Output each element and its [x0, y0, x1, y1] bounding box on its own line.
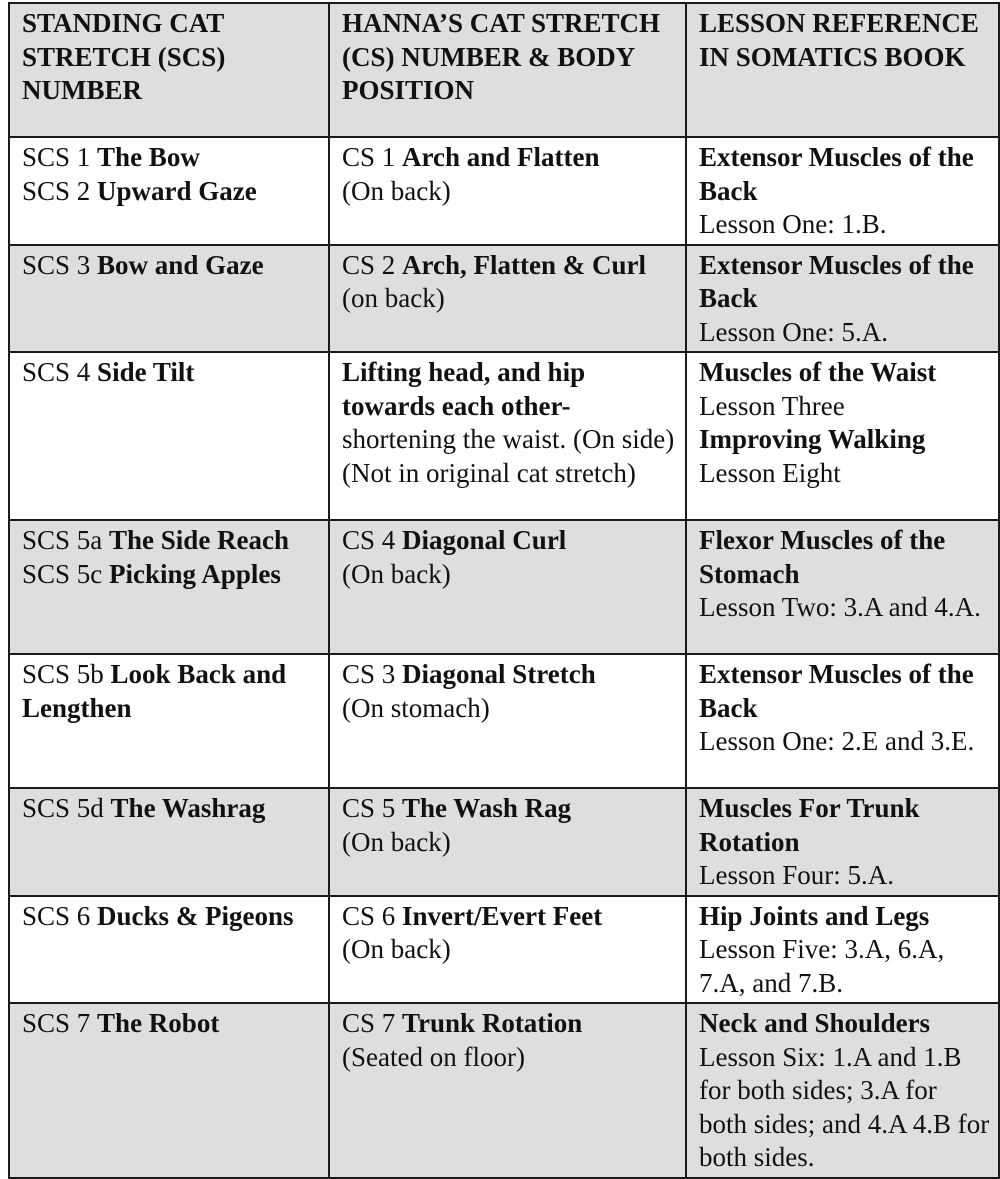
table-row [9, 137, 999, 245]
scs-number: SCS 5b [22, 659, 104, 689]
cs-name: The Wash Rag [402, 793, 572, 823]
cs-number: CS 3 [342, 659, 396, 689]
reference-detail: Lesson Six: 1.A and 1.B for both sides; 3.A for both sides; and 4.A 4.B for both sides. [699, 1041, 990, 1172]
scs-name: Side Tilt [97, 357, 195, 387]
reference-cell [686, 245, 999, 353]
reference-title: Neck and Shoulders [699, 1008, 931, 1038]
scs-name: The Side Reach [109, 525, 290, 555]
scs-cell [9, 245, 329, 353]
cs-name: Trunk Rotation [402, 1008, 583, 1038]
reference-cell [686, 1003, 999, 1178]
reference-title: Hip Joints and Legs [699, 900, 930, 931]
cs-number: CS 6 [342, 900, 396, 931]
cs-position: (On back) [342, 558, 451, 589]
reference-detail: Lesson Eight [699, 457, 841, 488]
scs-name: Upward Gaze [97, 175, 257, 206]
scs-number: SCS 5a [22, 525, 103, 555]
cs-cell [329, 245, 686, 353]
reference-cell [686, 137, 999, 245]
table-row [9, 654, 999, 788]
scs-number: SCS 5c [22, 558, 103, 589]
header-lesson-reference: LESSON REFERENCE IN SOMATICS BOOK [686, 3, 999, 137]
reference-cell [686, 520, 999, 654]
reference-title: Flexor Muscles of the Stomach [699, 525, 946, 589]
cs-description: shortening the waist. (On side) [342, 424, 675, 454]
cs-position: (on back) [342, 283, 445, 313]
cs-name: Diagonal Curl [402, 525, 567, 555]
cs-cell [329, 1003, 686, 1178]
reference-detail: Lesson Four: 5.A. [699, 860, 894, 890]
scs-number: SCS 4 [22, 357, 91, 387]
table-row [9, 245, 999, 353]
cs-position: (On back) [342, 175, 451, 206]
header-cs-number-position: HANNA’S CAT STRETCH (CS) NUMBER & BODY POSITION [329, 3, 686, 137]
scs-cell [9, 352, 329, 520]
cs-number: CS 4 [342, 525, 396, 555]
scs-cell [9, 137, 329, 245]
cs-number: CS 5 [342, 793, 396, 823]
cs-position: (Seated on floor) [342, 1041, 525, 1072]
table-row [9, 1003, 999, 1178]
scs-name: The Robot [97, 1008, 220, 1038]
cs-position: (On back) [342, 934, 451, 964]
scs-name: The Washrag [110, 793, 266, 823]
table-header-row [9, 3, 999, 137]
reference-cell [686, 352, 999, 520]
reference-detail: Lesson One: 5.A. [699, 316, 888, 347]
cs-number: CS 2 [342, 249, 396, 280]
cs-note: (Not in original cat stretch) [342, 457, 636, 488]
scs-number: SCS 3 [22, 249, 91, 280]
header-scs-number: STANDING CAT STRETCH (SCS) NUMBER [9, 3, 329, 137]
cat-stretch-reference-table [8, 2, 1000, 1179]
cs-cell [329, 654, 686, 788]
reference-title: Extensor Muscles of the Back [699, 249, 974, 313]
cs-cell [329, 137, 686, 245]
reference-detail: Lesson Three [699, 390, 845, 421]
reference-detail: Lesson Two: 3.A and 4.A. [699, 592, 981, 622]
cs-cell [329, 788, 686, 896]
cs-cell [329, 520, 686, 654]
scs-number: SCS 1 [22, 142, 91, 172]
reference-title: Muscles of the Waist [699, 357, 937, 387]
scs-number: SCS 7 [22, 1008, 91, 1038]
cs-number: CS 7 [342, 1008, 396, 1038]
cs-cell [329, 896, 686, 1004]
scs-cell [9, 788, 329, 896]
scs-cell [9, 1003, 329, 1178]
cs-position: (On stomach) [342, 692, 490, 723]
scs-number: SCS 2 [22, 175, 91, 206]
cs-position: (On back) [342, 826, 451, 857]
table-row [9, 896, 999, 1004]
reference-cell [686, 788, 999, 896]
cs-description-bold: Lifting head, and hip towards each other- [342, 357, 586, 421]
table-row [9, 788, 999, 896]
cs-cell [329, 352, 686, 520]
scs-cell [9, 654, 329, 788]
cs-number: CS 1 [342, 142, 396, 172]
reference-title: Improving Walking [699, 424, 926, 454]
scs-name: Bow and Gaze [97, 249, 264, 280]
reference-cell [686, 654, 999, 788]
scs-number: SCS 6 [22, 900, 91, 931]
reference-title: Extensor Muscles of the Back [699, 659, 974, 723]
reference-title: Extensor Muscles of the Back [699, 142, 974, 206]
reference-detail: Lesson One: 2.E and 3.E. [699, 726, 975, 756]
scs-name: Picking Apples [109, 558, 281, 589]
scs-cell [9, 896, 329, 1004]
reference-detail: Lesson Five: 3.A, 6.A, 7.A, and 7.B. [699, 934, 945, 998]
scs-name: Ducks & Pigeons [97, 900, 294, 931]
cs-name: Arch, Flatten & Curl [402, 249, 646, 280]
cs-name: Diagonal Stretch [402, 659, 596, 689]
reference-detail: Lesson One: 1.B. [699, 209, 887, 239]
scs-cell [9, 520, 329, 654]
scs-number: SCS 5d [22, 793, 104, 823]
scs-name: Look Back and Lengthen [22, 659, 287, 723]
table-row [9, 520, 999, 654]
cs-name: Invert/Evert Feet [402, 900, 603, 931]
table-row [9, 352, 999, 520]
reference-title: Muscles For Trunk Rotation [699, 793, 920, 857]
reference-cell [686, 896, 999, 1004]
scs-name: The Bow [97, 142, 200, 172]
cs-name: Arch and Flatten [402, 142, 600, 172]
